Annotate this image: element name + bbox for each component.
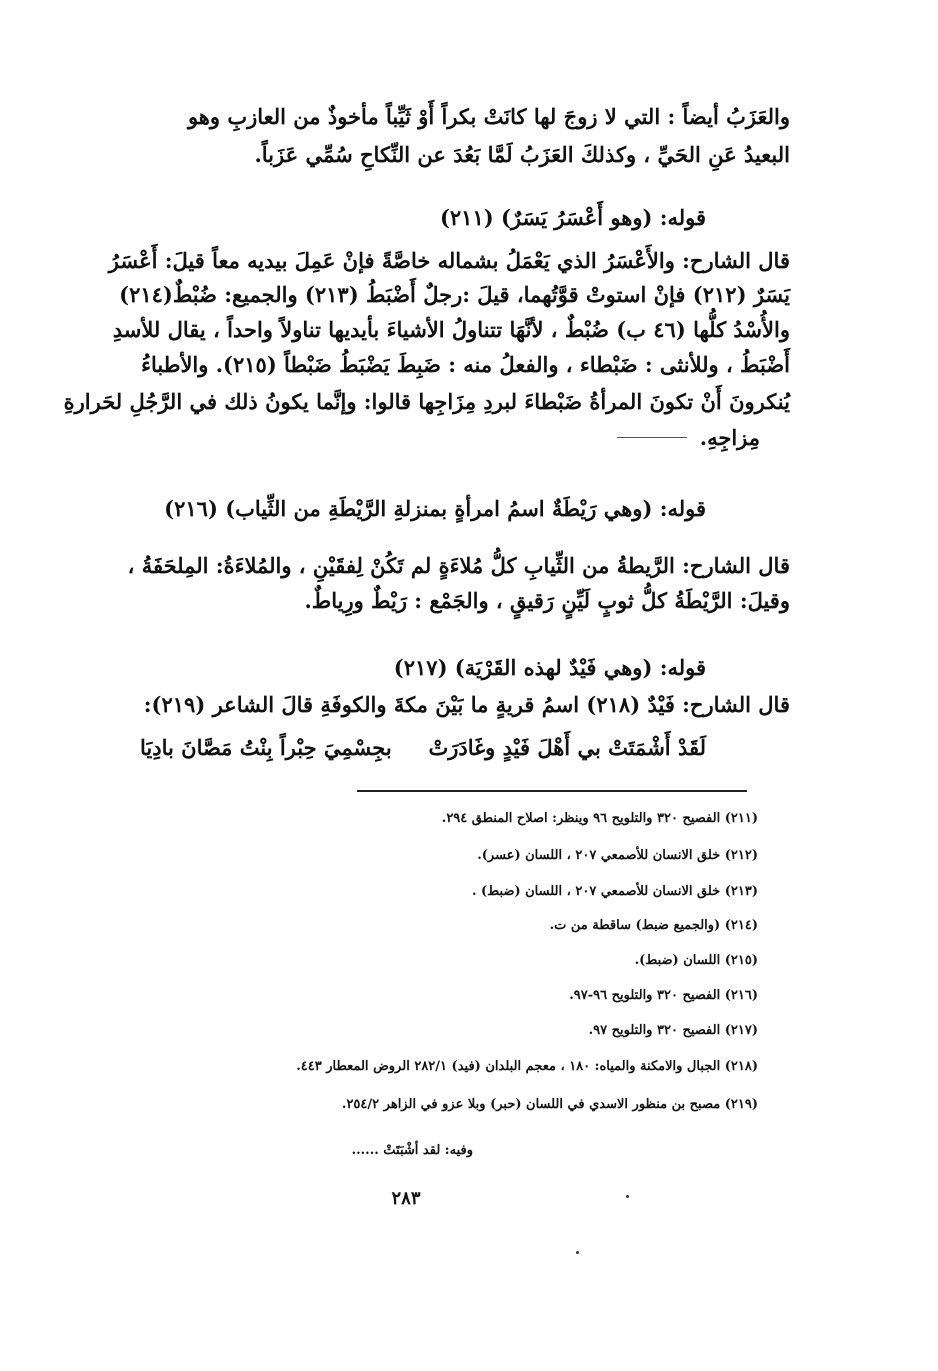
- body-line-1: والعَزَبُ أيضاً : التي لا زوجَ لها كانَتْ بكراً أَوْ ثَيِّباً مأخوذٌ من العازبِ وهو: [187, 104, 790, 129]
- page-number: ٢٨٣: [391, 1188, 421, 1209]
- body-line-4: يَسَرٌ (٢١٢) فإنْ استوتْ قوَّتُهما، قيلَ :رجلٌ أَضْبَطُ (٢١٣) والجميع: ضُبْطٌ(٢١٤): [119, 282, 790, 307]
- body-line-5: والأُسْدُ كلُّها (٤٦ ب) ضُبْطٌ ، لأنَّهَا تتناولُ الأشياءَ بأيديها تناولاً واحداً ، يقال للأسدِ: [112, 317, 790, 342]
- body-line-8: مِزاجِهِ.: [699, 425, 760, 450]
- body-line-2: البعيدُ عَنِ الحَيِّ ، وكذلكَ العَزَبُ لَمَّا بَعُدَ عن النِّكاحِ سُمِّي عَزَباً.: [254, 142, 790, 167]
- footnote-variant: وفيه: لقد أشْبَتَتْ ......: [351, 1143, 473, 1158]
- body-line-9: قال الشارح: الرَّيطةُ من الثِّيابِ كلُّ مُلاءَةٍ لم تَكُنْ لِفقَيْنِ ، والمُلاءَةُ: المِلحَفَةُ ،: [127, 553, 790, 578]
- footnote-216: (٢١٦) الفصيح ٣٢٠ والتلويح ٩٦-٩٧.: [569, 988, 758, 1003]
- body-line-6: أَضْبَطُ ، وللأنثى : ضَبْطاء ، والفعلُ منه : ضَبِطَ يَضْبَطُ ضَبْطاً (٢١٥). والأطباءُ: [141, 352, 790, 377]
- separator-dash: [617, 437, 687, 438]
- verse-second-hemistich: بجِسْمِيَ حِبْراً بِنْتُ مَصَّانَ بادِيَا: [140, 735, 392, 760]
- body-line-7: يُنكرونَ أَنْ تكونَ المرأةُ ضَبْطاءَ لبردِ مِزَاجِها قالوا: وإنَّما يكونُ ذلك في الرَّجُلِ لحَرارةِ: [63, 389, 790, 414]
- scan-speck: [626, 1195, 629, 1198]
- footnote-214: (٢١٤) (والجميع ضبط) ساقطة من ت.: [549, 918, 758, 933]
- footnote-213: (٢١٣) خلق الانسان للأصمعي ٢٠٧ ، اللسان (ضبط) .: [471, 884, 758, 899]
- footnote-211: (٢١١) الفصيح ٣٢٠ والتلويح ٩٦ وينظر: اصلاح المنطق ٢٩٤.: [441, 811, 758, 826]
- footnote-217: (٢١٧) الفصيح ٣٢٠ والتلويح ٩٧.: [588, 1023, 758, 1038]
- body-line-3: قال الشارح: والأَعْسَرُ الذي يَعْمَلُ بشماله خاصَّةً فإنْ عَمِلَ بيديه معاً قيلَ: أَعْسَرُ: [108, 248, 790, 273]
- footnote-219: (٢١٩) مصبح بن منظور الاسدي في اللسان (حبر) وبلا عزو في الزاهر ٢٥٤/٢.: [341, 1097, 758, 1112]
- quote-heading-217: قوله: (وهي فَيْدٌ لهذه القَرْيَة) (٢١٧): [393, 655, 706, 680]
- verse-first-hemistich: لَقَدْ أَشْمَتَتْ بي أَهْلَ فَيْدٍ وغَادَرَتْ: [428, 735, 706, 760]
- body-line-10: وقيلَ: الرَّيْطَةُ كلُّ ثوبٍ لَيِّنٍ رَقيقٍ ، والجَمْع : رَيْطٌ ورِياطٌ.: [304, 588, 790, 613]
- quote-heading-216: قوله: (وهي رَيْطَةٌ اسمُ امرأةٍ بمنزلةِ الرَّيْطَةِ من الثِّياب) (٢١٦): [164, 496, 706, 521]
- body-line-11: قال الشارح: فَيْدٌ (٢١٨) اسمُ قريةٍ ما بَيْنَ مكةَ والكوفَةِ قالَ الشاعر (٢١٩):: [143, 692, 790, 717]
- quote-heading-211: قوله: (وهو أَعْسَرُ يَسَرٌ) (٢١١): [439, 205, 706, 230]
- footnote-218: (٢١٨) الجبال والامكنة والمياه: ١٨٠ ، معجم البلدان (فيد) ٢٨٢/١ الروض المعطار ٤٤٣.: [296, 1059, 758, 1074]
- footnote-212: (٢١٢) خلق الانسان للأصمعي ٢٠٧ ، اللسان (عسر).: [477, 848, 758, 863]
- footnote-rule: [357, 790, 747, 792]
- scan-speck: [576, 1251, 579, 1254]
- footnote-215: (٢١٥) اللسان (ضبط).: [634, 953, 758, 968]
